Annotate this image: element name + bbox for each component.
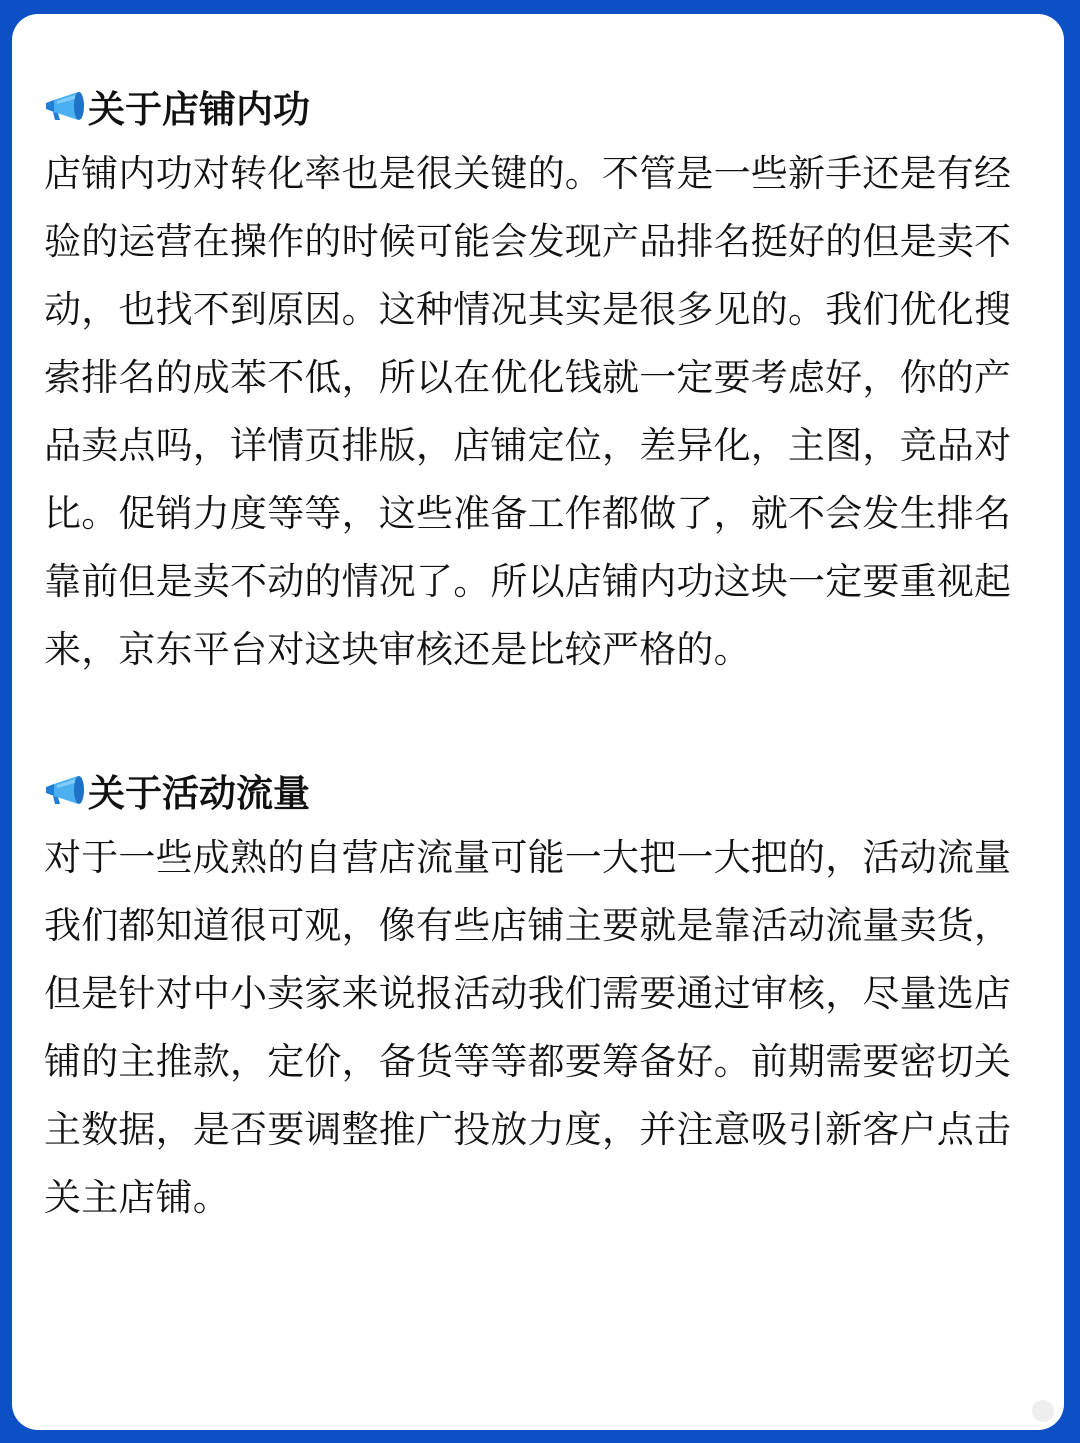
section-heading-text: 关于活动流量: [88, 772, 310, 815]
section-paragraph: 店铺内功对转化率也是很关键的。不管是一些新手还是有经验的运营在操作的时候可能会发现产品排名挺好的但是卖不动，也找不到原因。这种情况其实是很多见的。我们优化搜索排名的成苯不低，所以在优化钱就一定要考虑好，你的产品卖点吗，详情页排版，店铺定位，差异化，主图，竞品对比。促销力度等等，这些准备工作都做了，就不会发生排名靠前但是卖不动的情况了。所以店铺内功这块一定要重视起来，京东平台对这块审核还是比较严格的。: [44, 152, 1012, 671]
section-heading: [44, 756, 1018, 824]
section-heading-text: 关于店铺内功: [88, 88, 310, 131]
section-paragraph: 对于一些成熟的自营店流量可能一大把一大把的，活动流量我们都知道很可观，像有些店铺主要就是靠活动流量卖货，但是针对中小卖家来说报活动我们需要通过审核，尽量选店铺的主推款，定价，备货等等都要筹备好。前期需要密切关主数据，是否要调整推广投放力度，并注意吸引新客户点击关主店铺。: [44, 836, 1012, 1219]
watermark-mark: [1032, 1400, 1054, 1422]
megaphone-icon: [44, 89, 88, 123]
megaphone-icon: [44, 773, 88, 807]
section-heading: [44, 72, 1018, 140]
section-activity-traffic: [44, 756, 1018, 1232]
content-card: [12, 14, 1064, 1430]
section-shop-internal-skills: [44, 72, 1018, 684]
